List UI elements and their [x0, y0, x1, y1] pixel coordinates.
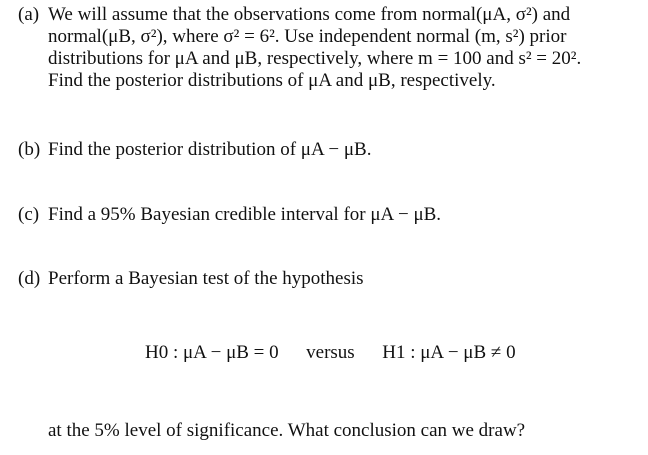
- question-a-label: (a): [18, 4, 40, 25]
- question-b-text: Find the posterior distribution of μA − μB.: [48, 139, 372, 160]
- question-a: [18, 4, 638, 92]
- question-d-conclusion-text: at the 5% level of significance. What conclusion can we draw?: [48, 420, 526, 441]
- question-a-line-4: Find the posterior distributions of μA and μB, respectively.: [48, 70, 496, 91]
- question-a-line-3: distributions for μA and μB, respectively, where m = 100 and s² = 20².: [48, 48, 582, 69]
- null-hypothesis: H0 : μA − μB = 0: [145, 342, 279, 363]
- versus-word: versus: [306, 342, 355, 363]
- alternative-hypothesis: H1 : μA − μB ≠ 0: [382, 342, 516, 363]
- question-d-label: (d): [18, 268, 41, 289]
- question-b: [18, 139, 638, 161]
- hypothesis-display: [145, 342, 516, 364]
- question-b-label: (b): [18, 139, 41, 160]
- question-c-label: (c): [18, 204, 40, 225]
- question-a-line-2: normal(μB, σ²), where σ² = 6². Use independent normal (m, s²) prior: [48, 26, 567, 47]
- question-a-line-1: We will assume that the observations come from normal(μA, σ²) and: [48, 4, 571, 25]
- question-d: [18, 268, 638, 290]
- question-c: [18, 204, 638, 226]
- question-c-text: Find a 95% Bayesian credible interval for μA − μB.: [48, 204, 442, 225]
- question-d-text: Perform a Bayesian test of the hypothesis: [48, 268, 364, 289]
